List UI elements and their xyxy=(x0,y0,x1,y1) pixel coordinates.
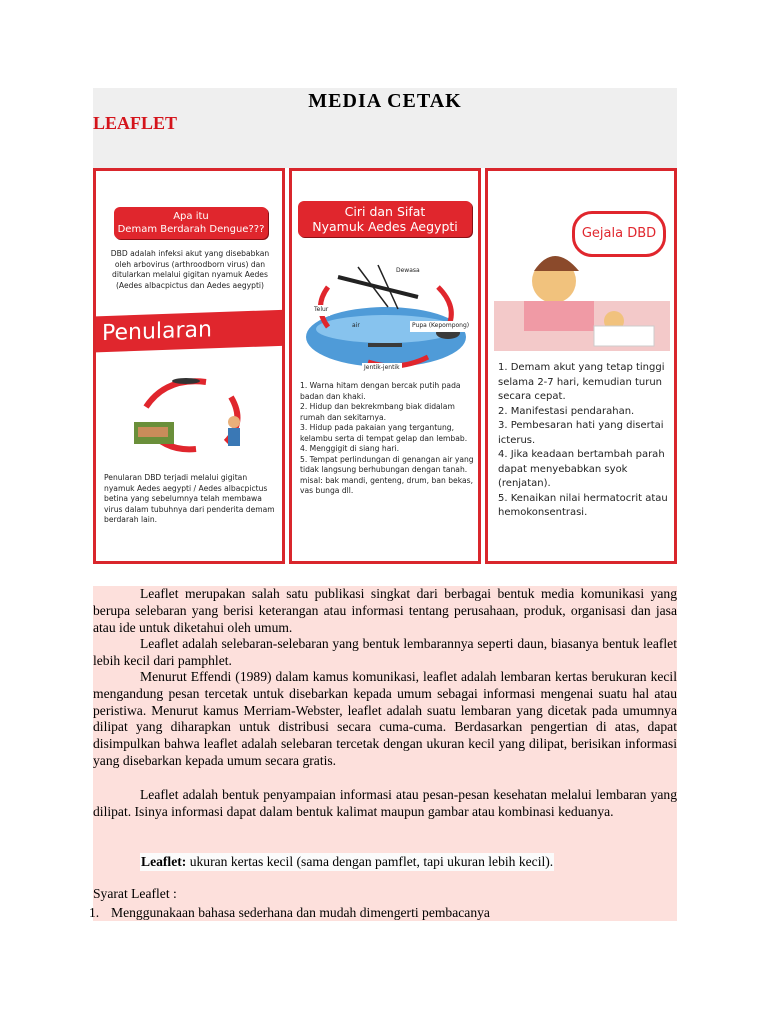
list-number: 1. xyxy=(89,905,100,920)
panel1-body: Penularan DBD terjadi melalui gigitan nyamuk Aedes aegypti / Aedes albacpictus betina yang sebelumnya telah membawa virus dalam tubuhnya dari penderita demam berdarah lain. xyxy=(104,473,275,524)
list-item: 3. Pembesaran hati yang disertai icterus. xyxy=(498,420,664,446)
list-item: 5. Kenaikan nilai hermatocrit atau hemokonsentrasi. xyxy=(498,492,668,518)
panel1-heading: Penularan xyxy=(96,310,285,353)
panel2-heading: Ciri dan Sifat Nyamuk Aedes Aegypti xyxy=(298,201,472,237)
stage-pupa-label: Pupa (Kepompong) xyxy=(410,321,471,332)
paragraph-2: Leaflet adalah selebaran-selebaran yang bentuk lembarannya seperti daun, biasanya bentuk leaflet lebih kecil dari pamphlet. xyxy=(93,636,677,668)
list-text: Menggunakaan bahasa sederhana dan mudah dimengerti pembacanya xyxy=(111,905,490,920)
panel3-list xyxy=(498,361,674,521)
section-title-leaflet: LEAFLET xyxy=(93,113,178,133)
leaflet-panel-gejala xyxy=(485,168,677,564)
list-item: 4. Menggigit di siang hari. xyxy=(300,444,399,453)
list-item: 3. Hidup pada pakaian yang tergantung, kelambu serta di tempat gelap dan lembab. xyxy=(300,423,468,443)
list-item: 5. Tempat perlindungan di genangan air yang tidak langsung berhubungan dengan tanah. misal: bak mandi, genteng, drum, ban bekas, vas bunga dll. xyxy=(300,454,474,495)
stage-larva-label: Jentik-jentik xyxy=(362,363,402,374)
leaflet-panel-nyamuk xyxy=(289,168,481,564)
definition-text: ukuran kertas kecil (sama dengan pamflet, tapi ukuran lebih kecil). xyxy=(186,854,554,869)
paragraph-4: Leaflet adalah bentuk penyampaian informasi atau pesan-pesan kesehatan melalui lembaran yang dilipat. Isinya informasi dapat dalam bentuk kalimat maupun gambar atau kombinasi keduanya. xyxy=(93,787,677,819)
list-item: 2. Hidup dan bekrekmbang biak didalam rumah dan sekitarnya. xyxy=(300,402,455,422)
stage-egg-label: Telur xyxy=(312,305,330,316)
paragraph-3: Menurut Effendi (1989) dalam kamus komunikasi, leaflet adalah lembaran kertas berukuran kecil mengandung pesan tercetak untuk disebarkan kepada umum sebagai informasi mengenai suatu hal atau peristiwa. Menurut kamus Merriam-Webster, leaflet adalah suatu lembaran yang dicetak pada umumnya dilipat yang diharapkan untuk distribusi secara cuma-cuma. Berdasarkan pengertian di atas, dapat disimpulkan bahwa leaflet adalah selebaran tercetak dengan ukuran kecil yang dilipat, berisikan informasi yang disebarkan kepada umum secara gratis. xyxy=(93,669,677,768)
list-item: 4. Jika keadaan bertambah parah dapat menyebabkan syok (renjatan). xyxy=(498,449,665,489)
syarat-heading: Syarat Leaflet : xyxy=(93,886,177,901)
page-title: MEDIA CETAK xyxy=(308,90,462,112)
leaflet-image xyxy=(93,168,677,564)
list-item: 1. Warna hitam dengan bercak putih pada badan dan khaki. xyxy=(300,381,461,401)
definition-term: Leaflet: xyxy=(141,854,187,869)
list-item: 1. Demam akut yang tetap tinggi selama 2-7 hari, kemudian turun secara cepat. xyxy=(498,362,665,402)
panel1-intro: DBD adalah infeksi akut yang disebabkan oleh arbovirus (arthroodborn virus) dan ditularkan melalui gigitan nyamuk Aedes (Aedes albacpictus dan Aedes aegypti) xyxy=(110,249,270,290)
leaflet-definition xyxy=(140,853,554,871)
list-item: 2. Manifestasi pendarahan. xyxy=(498,405,635,417)
stage-adult-label: Dewasa xyxy=(394,266,422,277)
panel1-question: Apa itu Demam Berdarah Dengue??? xyxy=(114,207,268,239)
sick-patient-illustration xyxy=(494,231,670,351)
stage-water-label: air xyxy=(352,322,360,329)
gejala-bubble: Gejala DBD xyxy=(572,211,666,257)
transmission-cycle-illustration xyxy=(126,367,256,457)
panel2-list xyxy=(300,381,478,497)
leaflet-panel-dbd xyxy=(93,168,285,564)
paragraph-1: Leaflet merupakan salah satu publikasi singkat dari berbagai bentuk media komunikasi yang berupa selebaran yang berisi keterangan atau informasi tentang perusahaan, produk, organisasi dan jasa atau ide untuk diketahui oleh umum. xyxy=(93,586,677,635)
